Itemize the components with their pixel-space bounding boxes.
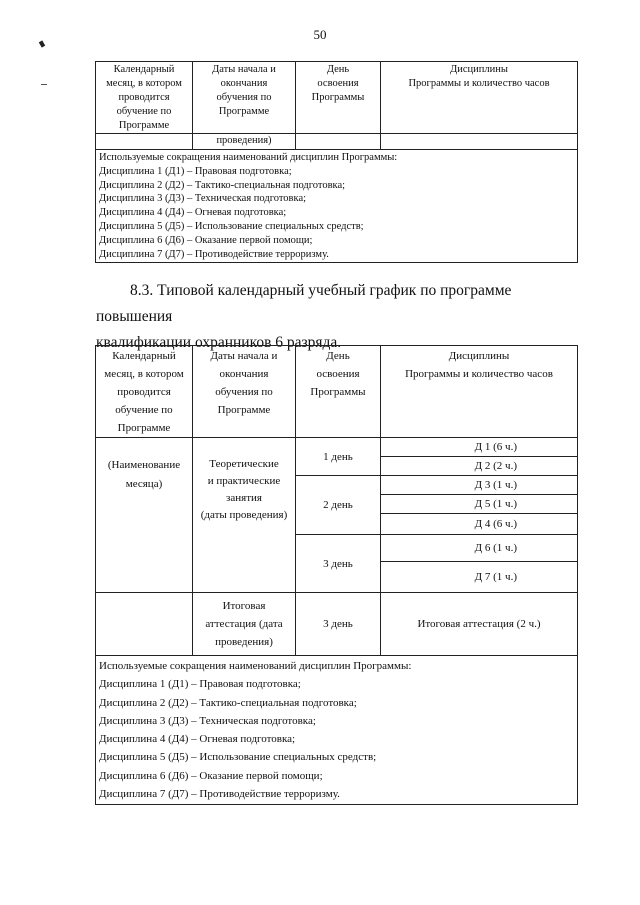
abbreviations-block: Используемые сокращения наименований дисциплин Программы: Дисциплина 1 (Д1) – Правовая подготовка; Дисциплина 2 (Д2) – Тактико-специальная подготовка; Дисциплина 3 (Д3) – Техническая подготовка; Дисциплина 4 (Д4) – Огневая подготовка; Дисциплина 5 (Д5) – Использование специальных средств; Дисциплина 6 (Д6) – Оказание первой помощи; Дисциплина 7 (Д7) – Противодействие терроризму. — [96, 656, 578, 805]
header-disciplines: Дисциплины Программы и количество часов — [381, 62, 578, 134]
header-day: День освоения Программы — [296, 62, 381, 134]
header-dates: Даты начала и окончания обучения по Программе — [193, 346, 296, 438]
scan-mark-dash — [41, 84, 47, 85]
discipline-d6: Д 6 (1 ч.) — [381, 535, 578, 562]
cont-month — [96, 134, 193, 150]
final-month-cell — [96, 593, 193, 656]
day-2: 2 день — [296, 476, 381, 535]
day-1: 1 день — [296, 438, 381, 476]
header-month: Календарный месяц, в котором проводится обучение по Программе — [96, 346, 193, 438]
final-discipline: Итоговая аттестация (2 ч.) — [381, 593, 578, 656]
discipline-d3: Д 3 (1 ч.) — [381, 476, 578, 495]
header-disciplines: Дисциплины Программы и количество часов — [381, 346, 578, 438]
discipline-d5: Д 5 (1 ч.) — [381, 495, 578, 514]
page-number: 50 — [313, 27, 327, 42]
discipline-d7: Д 7 (1 ч.) — [381, 562, 578, 593]
month-name-cell: (Наименование месяца) — [96, 438, 193, 593]
section-heading: 8.3. Типовой календарный учебный график по программе повышения квалификации охранников 6 разряда. — [96, 282, 512, 351]
discipline-d2: Д 2 (2 ч.) — [381, 457, 578, 476]
day-3: 3 день — [296, 535, 381, 593]
discipline-d4: Д 4 (6 ч.) — [381, 514, 578, 535]
abbreviations-block: Используемые сокращения наименований дисциплин Программы: Дисциплина 1 (Д1) – Правовая подготовка; Дисциплина 2 (Д2) – Тактико-специальная подготовка; Дисциплина 3 (Д3) – Техническая подготовка; Дисциплина 4 (Д4) – Огневая подготовка; Дисциплина 5 (Д5) – Использование специальных средств; Дисциплина 6 (Д6) – Оказание первой помощи; Дисциплина 7 (Д7) – Противодействие терроризму. — [96, 150, 578, 263]
header-month: Календарный месяц, в котором проводится обучение по Программе — [96, 62, 193, 134]
discipline-d1: Д 1 (6 ч.) — [381, 438, 578, 457]
header-day: День освоения Программы — [296, 346, 381, 438]
schedule-table-continued — [95, 61, 578, 263]
schedule-table-6th-grade — [95, 345, 578, 805]
theory-dates-cell: Теоретические и практические занятия (даты проведения) — [193, 438, 296, 593]
header-dates: Даты начала и окончания обучения по Программе — [193, 62, 296, 134]
final-dates-cell: Итоговая аттестация (дата проведения) — [193, 593, 296, 656]
final-day: 3 день — [296, 593, 381, 656]
cont-day — [296, 134, 381, 150]
cont-dates: проведения) — [193, 134, 296, 150]
cont-disciplines — [381, 134, 578, 150]
